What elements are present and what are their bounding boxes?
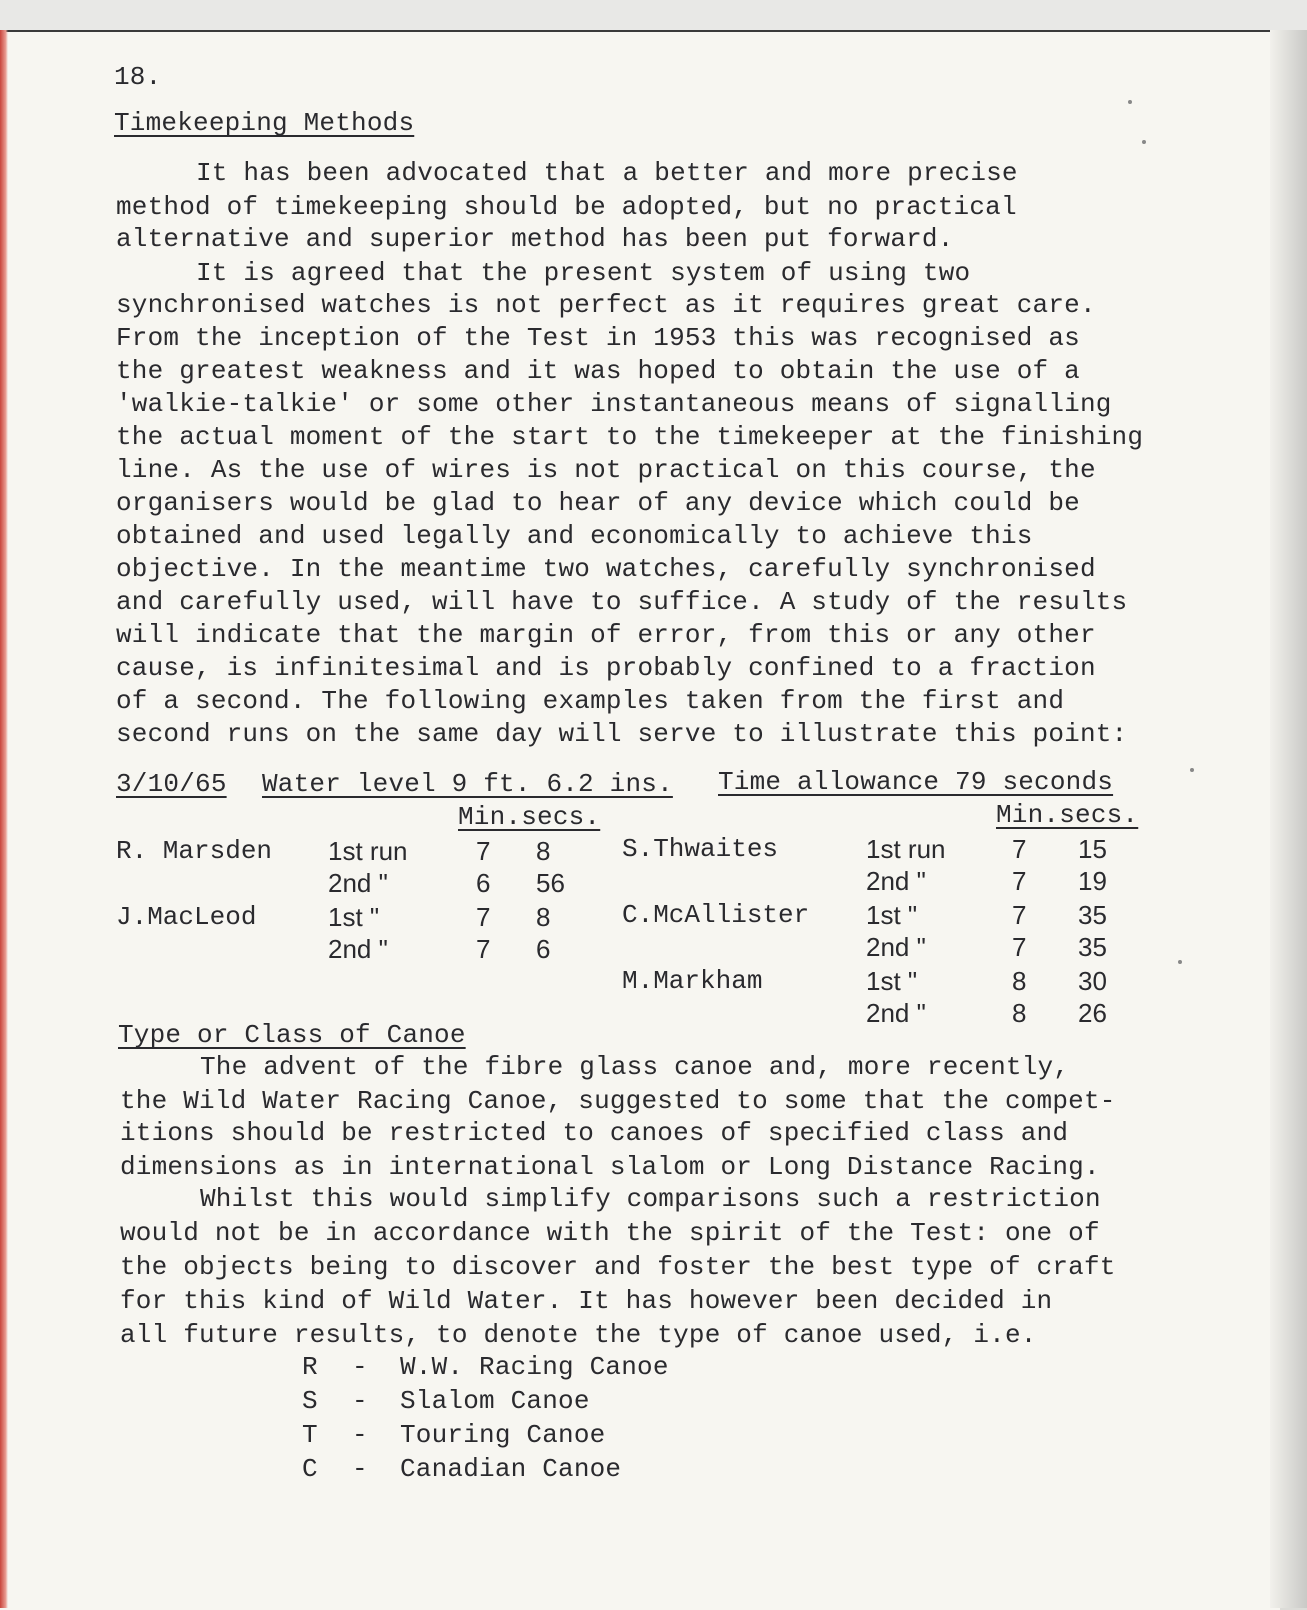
canoe-code-dash: -: [352, 1386, 368, 1416]
canoe-code-label: Canadian Canoe: [400, 1454, 622, 1484]
paper-speck: [1190, 768, 1194, 772]
paragraph-line: for this kind of Wild Water. It has however been decided in: [120, 1286, 1053, 1316]
paragraph-line: From the inception of the Test in 1953 this was recognised as: [116, 323, 1080, 353]
time-seconds: 35: [1078, 932, 1107, 962]
canoe-code-label: Touring Canoe: [400, 1420, 606, 1450]
time-minutes: 7: [476, 934, 491, 964]
time-minutes: 6: [476, 868, 491, 898]
run-label: 2nd ": [328, 868, 388, 898]
page-edge-red-binding: [0, 30, 8, 1608]
paragraph-line: of a second. The following examples taken from the first and: [116, 686, 1065, 716]
page-edge-shadow: [1270, 30, 1307, 1608]
canoe-code-label: Slalom Canoe: [400, 1386, 590, 1416]
time-seconds: 15: [1078, 834, 1107, 864]
time-minutes: 8: [1012, 998, 1027, 1028]
time-minutes: 7: [476, 902, 491, 932]
time-seconds: 19: [1078, 866, 1107, 896]
paragraph-line: objective. In the meantime two watches, carefully synchronised: [116, 554, 1096, 584]
competitor-name: J.MacLeod: [116, 902, 257, 932]
paragraph-line: organisers would be glad to hear of any device which could be: [116, 488, 1080, 518]
paragraph-line: synchronised watches is not perfect as it requires great care.: [116, 290, 1096, 320]
paragraph-line: line. As the use of wires is not practical on this course, the: [116, 455, 1096, 485]
run-label: 1st ": [866, 966, 918, 996]
time-minutes: 7: [1012, 932, 1027, 962]
time-minutes: 7: [1012, 900, 1027, 930]
canoe-code-dash: -: [352, 1454, 368, 1484]
canoe-code-letter: R: [302, 1352, 318, 1382]
canoe-code-dash: -: [352, 1352, 368, 1382]
paragraph-line: cause, is infinitesimal and is probably confined to a fraction: [116, 653, 1096, 683]
paragraph-line: It is agreed that the present system of using two: [196, 258, 971, 288]
paragraph-line: alternative and superior method has been put forward.: [116, 224, 954, 254]
paragraph-line: obtained and used legally and economically to achieve this: [116, 521, 1033, 551]
paragraph-line: itions should be restricted to canoes of specified class and: [120, 1118, 1069, 1148]
time-seconds: 8: [536, 902, 551, 932]
time-seconds: 56: [536, 868, 565, 898]
competitor-name: C.McAllister: [622, 900, 810, 930]
paragraph-line: all future results, to denote the type of canoe used, i.e.: [120, 1320, 1037, 1350]
competitor-name: M.Markham: [622, 966, 763, 996]
time-seconds: 26: [1078, 998, 1107, 1028]
canoe-code-letter: S: [302, 1386, 318, 1416]
paragraph-line: dimensions as in international slalom or Long Distance Racing.: [120, 1152, 1100, 1182]
time-minutes: 8: [1012, 966, 1027, 996]
competitor-name: R. Marsden: [116, 836, 273, 866]
page-number: 18.: [114, 62, 162, 92]
run-label: 1st ": [328, 902, 380, 932]
results-water-level: Water level 9 ft. 6.2 ins.: [262, 769, 673, 799]
time-seconds: 6: [536, 934, 551, 964]
results-date: 3/10/65: [116, 769, 227, 799]
run-label: 1st ": [866, 900, 918, 930]
paragraph-line: Whilst this would simplify comparisons such a restriction: [200, 1184, 1101, 1214]
paragraph-line: The advent of the fibre glass canoe and, more recently,: [200, 1052, 1070, 1082]
run-label: 2nd ": [866, 866, 926, 896]
column-header-min-secs-right: Min.secs.: [996, 800, 1139, 830]
results-time-allowance: Time allowance 79 seconds: [718, 767, 1114, 797]
scan-background: [0, 0, 1307, 30]
run-label: 1st run: [866, 834, 946, 864]
paragraph-line: the actual moment of the start to the timekeeper at the finishing: [116, 422, 1144, 452]
time-seconds: 30: [1078, 966, 1107, 996]
canoe-code-label: W.W. Racing Canoe: [400, 1352, 669, 1382]
paragraph-line: It has been advocated that a better and more precise: [196, 158, 1018, 188]
time-seconds: 35: [1078, 900, 1107, 930]
paragraph-line: would not be in accordance with the spirit of the Test: one of: [120, 1218, 1100, 1248]
paper-speck: [1142, 140, 1146, 144]
time-minutes: 7: [476, 836, 491, 866]
paragraph-line: 'walkie-talkie' or some other instantaneous means of signalling: [116, 389, 1112, 419]
paragraph-line: method of timekeeping should be adopted, but no practical: [116, 192, 1017, 222]
paragraph-line: the Wild Water Racing Canoe, suggested to some that the compet-: [120, 1086, 1116, 1116]
canoe-code-dash: -: [352, 1420, 368, 1450]
run-label: 1st run: [328, 836, 408, 866]
paragraph-line: the greatest weakness and it was hoped to obtain the use of a: [116, 356, 1080, 386]
paragraph-line: will indicate that the margin of error, from this or any other: [116, 620, 1096, 650]
paragraph-line: and carefully used, will have to suffice. A study of the results: [116, 587, 1128, 617]
run-label: 2nd ": [866, 932, 926, 962]
time-minutes: 7: [1012, 834, 1027, 864]
canoe-code-letter: C: [302, 1454, 318, 1484]
section-heading-canoe-type: Type or Class of Canoe: [118, 1020, 466, 1050]
time-minutes: 7: [1012, 866, 1027, 896]
competitor-name: S.Thwaites: [622, 834, 779, 864]
column-header-min-secs-left: Min.secs.: [458, 802, 601, 832]
paragraph-line: second runs on the same day will serve to illustrate this point:: [116, 719, 1128, 749]
run-label: 2nd ": [328, 934, 388, 964]
canoe-code-letter: T: [302, 1420, 318, 1450]
time-seconds: 8: [536, 836, 551, 866]
run-label: 2nd ": [866, 998, 926, 1028]
paragraph-line: the objects being to discover and foster the best type of craft: [120, 1252, 1116, 1282]
paper-speck: [1178, 960, 1182, 964]
paper-speck: [1128, 100, 1132, 104]
section-heading-timekeeping: Timekeeping Methods: [114, 108, 415, 138]
